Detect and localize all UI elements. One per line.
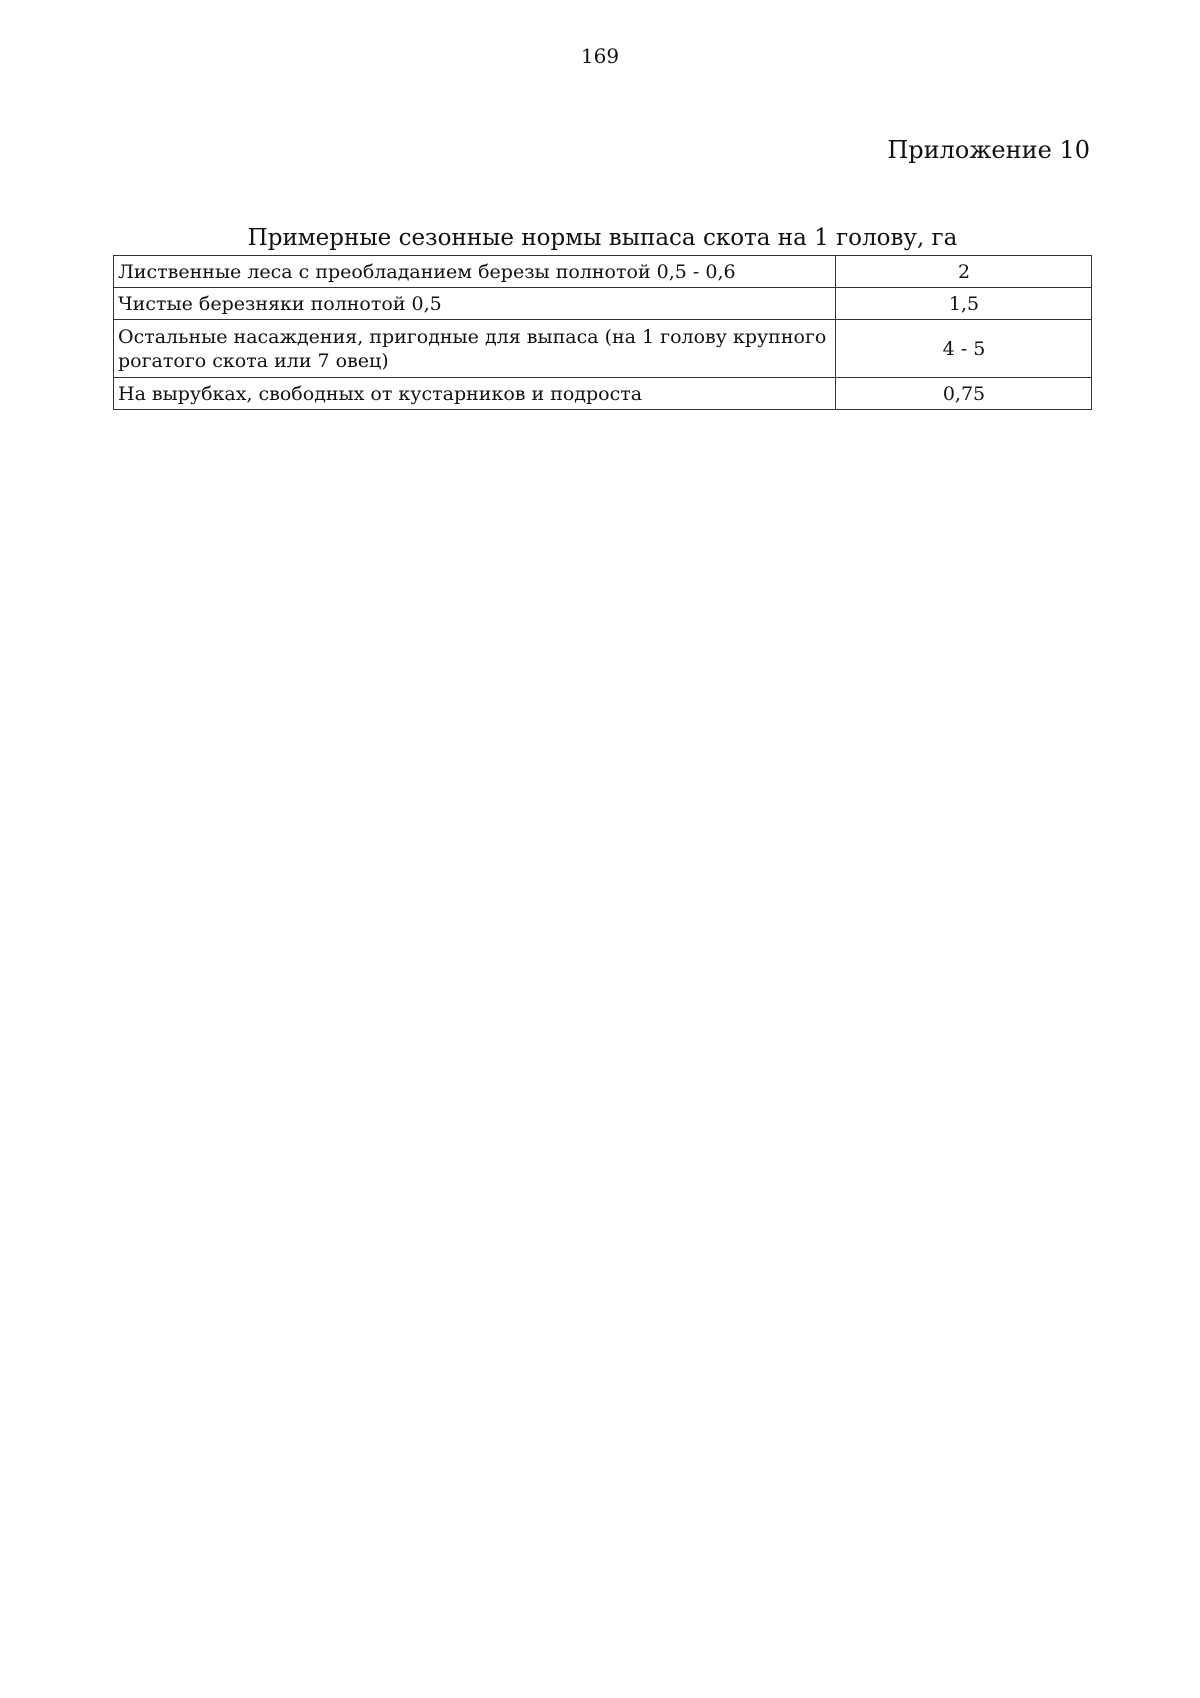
table-row [114, 378, 1092, 410]
row-name-cell: На вырубках, свободных от кустарников и подроста [114, 378, 836, 410]
row-name-cell: Остальные насаждения, пригодные для выпаса (на 1 голову крупного рогатого скота или 7 овец) [114, 320, 836, 378]
row-name-cell: Лиственные леса с преобладанием березы полнотой 0,5 - 0,6 [114, 256, 836, 288]
appendix-label: Приложение 10 [887, 136, 1090, 164]
row-value-cell: 2 [836, 256, 1092, 288]
row-name-cell: Чистые березняки полнотой 0,5 [114, 288, 836, 320]
row-value-cell: 4 - 5 [836, 320, 1092, 378]
table-row [114, 288, 1092, 320]
table-row [114, 256, 1092, 288]
table-row [114, 320, 1092, 378]
row-value-cell: 1,5 [836, 288, 1092, 320]
table-title: Примерные сезонные нормы выпаса скота на 1 голову, га [247, 225, 958, 251]
row-value-cell: 0,75 [836, 378, 1092, 410]
page-number: 169 [580, 44, 620, 68]
grazing-norms-table [113, 255, 1092, 410]
